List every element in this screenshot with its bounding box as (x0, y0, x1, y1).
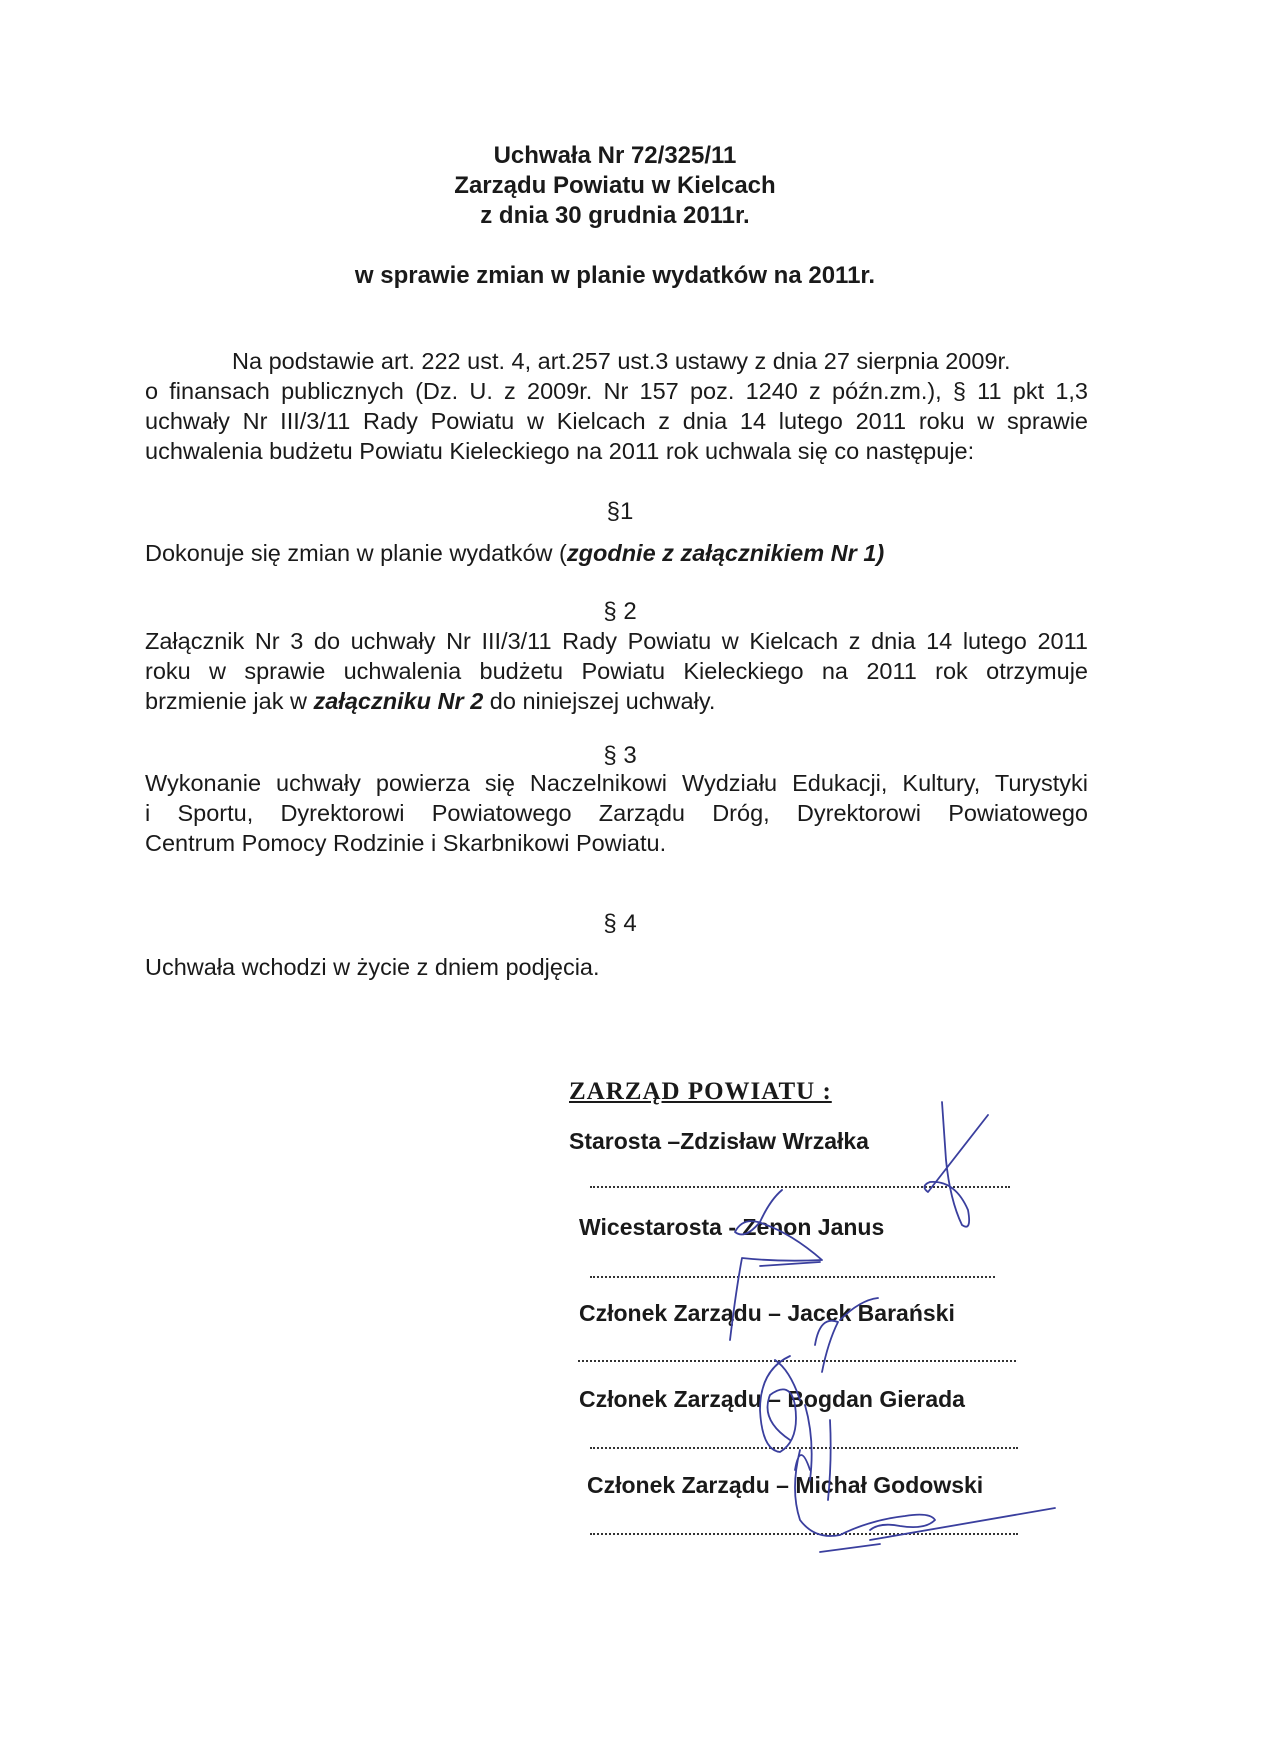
section-1-emphasis: zgodnie z załącznikiem Nr 1) (566, 540, 885, 566)
section-3-text (145, 768, 1088, 858)
preamble-line-1: Na podstawie art. 222 ust. 4, art.257 ust.3 ustawy z dnia 27 sierpnia 2009r. (232, 348, 1011, 374)
section-2-line-3-pre: brzmienie jak w (145, 688, 314, 714)
signatory-starosta: Starosta –Zdzisław Wrzałka (569, 1128, 869, 1154)
section-3-line-2: i Sportu, Dyrektorowi Powiatowego Zarządu Dróg, Dyrektorowi Powiatowego (145, 800, 1088, 826)
section-1-plain: Dokonuje się zmian w planie wydatków ( (145, 540, 567, 566)
preamble-line-2: o finansach publicznych (Dz. U. z 2009r. Nr 157 poz. 1240 z późn.zm.), § 11 pkt 1,3 (145, 378, 1088, 404)
section-2-line-2: roku w sprawie uchwalenia budżetu Powiatu Kieleckiego na 2011 rok otrzymuje (145, 658, 1088, 684)
section-2-line-3 (145, 686, 1088, 716)
section-2-line-3-post: do niniejszej uchwały. (483, 688, 716, 714)
signature-starosta-stroke (924, 1102, 988, 1227)
signature-line-2 (590, 1276, 995, 1278)
section-3-mark: § 3 (603, 742, 637, 769)
preamble-line-4: uchwalenia budżetu Powiatu Kieleckiego na 2011 rok uchwala się co następuje: (145, 438, 975, 464)
resolution-number: Uchwała Nr 72/325/11 (493, 142, 737, 169)
signatory-member-3: Członek Zarządu – Michał Godowski (587, 1472, 984, 1498)
section-4-text: Uchwała wchodzi w życie z dniem podjęcia. (145, 954, 600, 980)
section-1-text (145, 538, 1088, 568)
section-1-mark: §1 (606, 498, 634, 525)
resolution-subject: w sprawie zmian w planie wydatków na 2011r. (354, 262, 876, 289)
section-2-line-1: Załącznik Nr 3 do uchwały Nr III/3/11 Rady Powiatu w Kielcach z dnia 14 lutego 2011 (145, 628, 1088, 654)
signatory-member-2: Członek Zarządu – Bogdan Gierada (579, 1386, 965, 1412)
section-2-emphasis: załączniku Nr 2 (313, 688, 484, 714)
signature-line-5 (590, 1533, 1018, 1535)
resolution-date: z dnia 30 grudnia 2011r. (480, 202, 750, 229)
section-4-mark: § 4 (603, 910, 637, 937)
section-3-line-1: Wykonanie uchwały powierza się Naczelnikowi Wydziału Edukacji, Kultury, Turystyki (145, 770, 1088, 796)
section-2-mark: § 2 (603, 598, 637, 625)
preamble (145, 346, 1088, 466)
board-title: ZARZĄD POWIATU : (569, 1078, 832, 1105)
signature-line-1 (590, 1186, 1010, 1188)
signature-line-4 (590, 1447, 1018, 1449)
section-2-text (145, 626, 1088, 716)
preamble-line-3: uchwały Nr III/3/11 Rady Powiatu w Kielcach z dnia 14 lutego 2011 roku w sprawie (145, 408, 1088, 434)
signatory-member-1: Członek Zarządu – Jacek Barański (579, 1300, 955, 1326)
issuing-body: Zarządu Powiatu w Kielcach (454, 172, 776, 199)
signature-member-3-stroke (795, 1450, 1055, 1552)
signature-line-3 (578, 1360, 1016, 1362)
signatory-wicestarosta: Wicestarosta - Zenon Janus (579, 1214, 885, 1240)
section-3-line-3: Centrum Pomocy Rodzinie i Skarbnikowi Powiatu. (145, 830, 667, 856)
